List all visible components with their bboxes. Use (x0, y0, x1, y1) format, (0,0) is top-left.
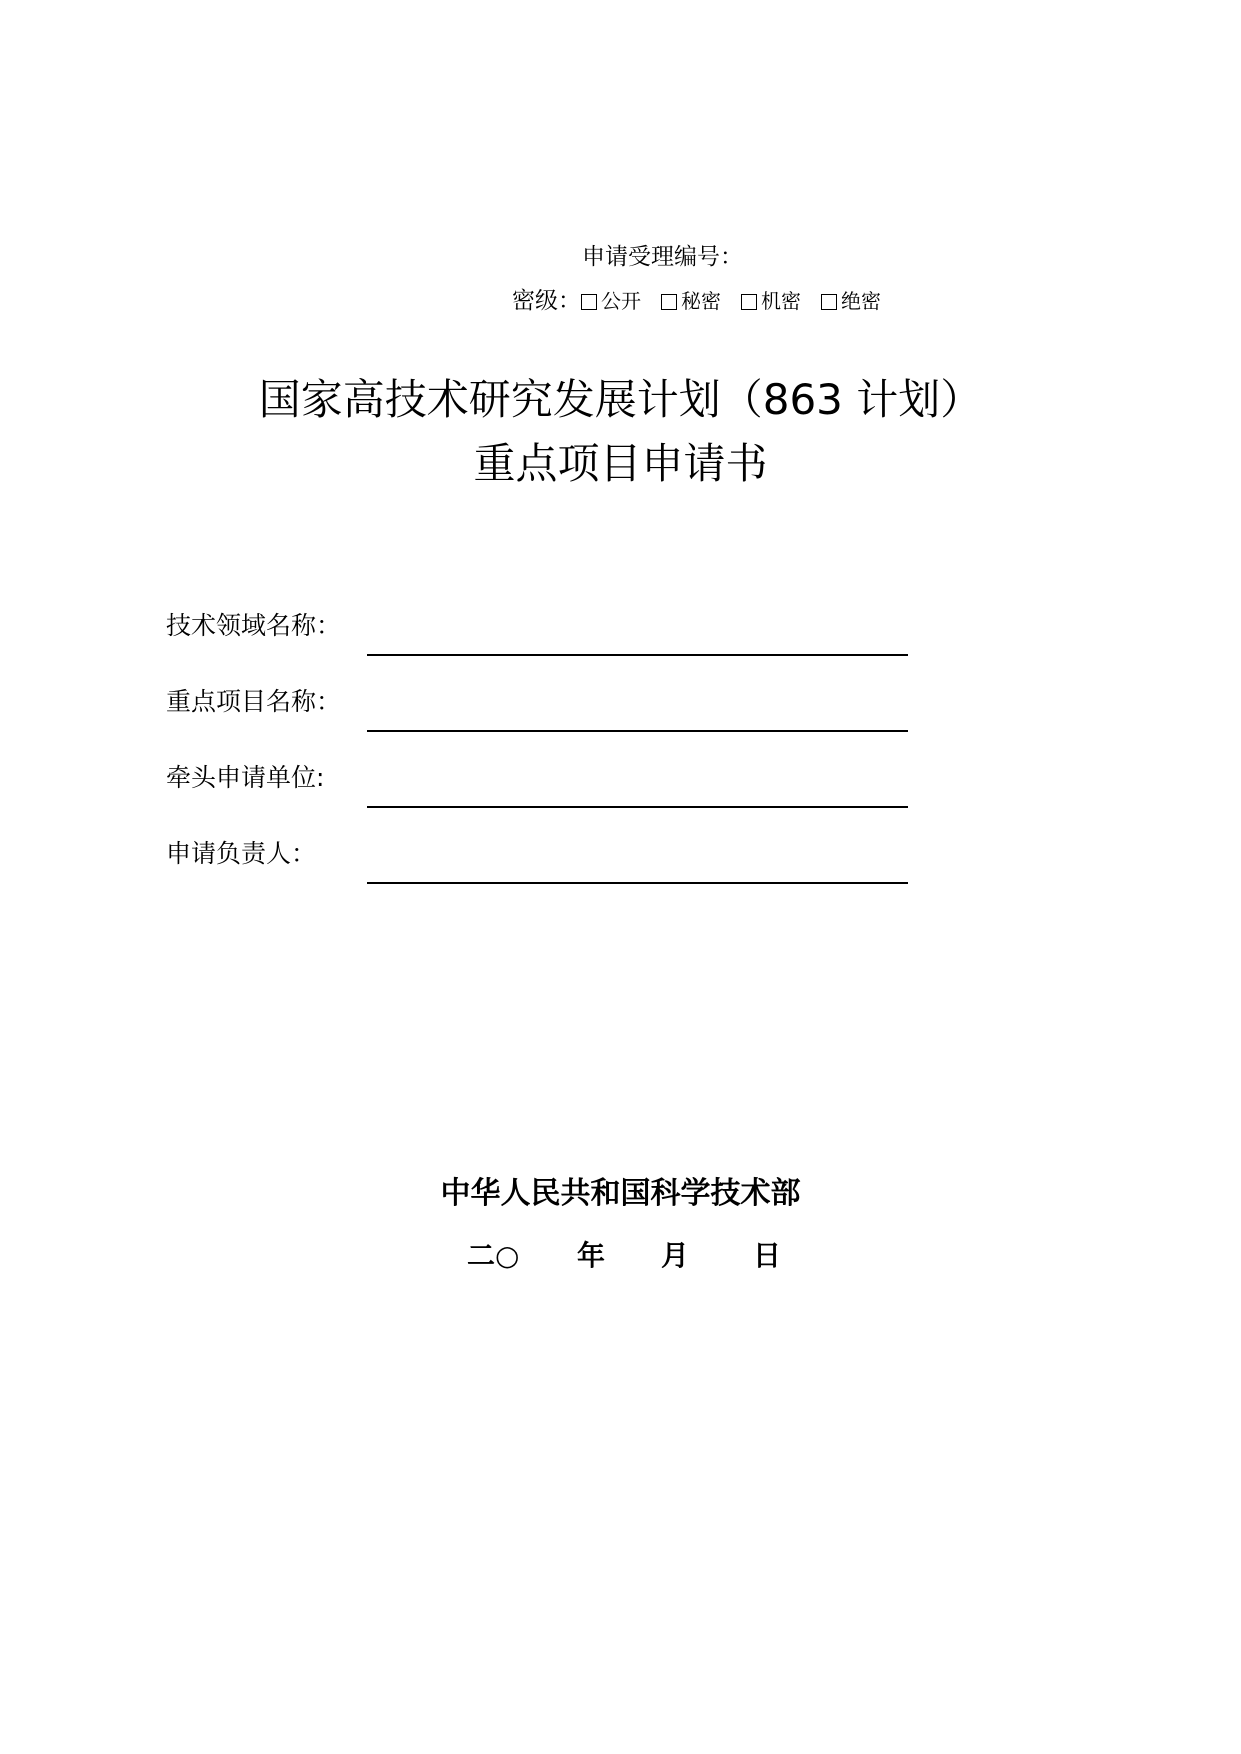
security-option-public[interactable] (581, 286, 641, 316)
checkbox-icon[interactable] (581, 294, 597, 310)
field-label: 申请负责人： (166, 839, 317, 868)
issuing-authority: 中华人民共和国科学技术部 (440, 1176, 801, 1211)
receipt-number-label: 申请受理编号： (582, 244, 743, 270)
field-input-line[interactable] (367, 654, 908, 656)
security-option-confidential[interactable] (741, 286, 801, 316)
security-option-top-secret[interactable] (821, 286, 881, 316)
field-input-line[interactable] (367, 882, 908, 884)
security-option-label: 绝密 (841, 289, 881, 313)
title-line-program: 国家高技术研究发展计划（863 计划） (258, 375, 983, 424)
security-option-label: 机密 (761, 289, 801, 313)
field-label: 技术领域名称： (166, 611, 342, 640)
field-input-line[interactable] (367, 806, 908, 808)
date-day-label: 日 (753, 1239, 782, 1272)
title-line-document-type: 重点项目申请书 (473, 439, 768, 488)
document-title (0, 368, 1241, 496)
security-option-secret[interactable] (661, 286, 721, 316)
security-level-label: 密级： (512, 288, 581, 314)
date-year-prefix: 二○ (467, 1239, 520, 1272)
field-label: 重点项目名称： (166, 687, 342, 716)
checkbox-icon[interactable] (741, 294, 757, 310)
security-option-label: 秘密 (681, 289, 721, 313)
checkbox-icon[interactable] (821, 294, 837, 310)
field-label: 牵头申请单位: (166, 763, 325, 792)
date-month-label: 月 (661, 1239, 690, 1272)
security-level-row (512, 286, 881, 316)
date-year-label: 年 (577, 1239, 606, 1272)
security-option-label: 公开 (601, 289, 641, 313)
field-input-line[interactable] (367, 730, 908, 732)
checkbox-icon[interactable] (661, 294, 677, 310)
